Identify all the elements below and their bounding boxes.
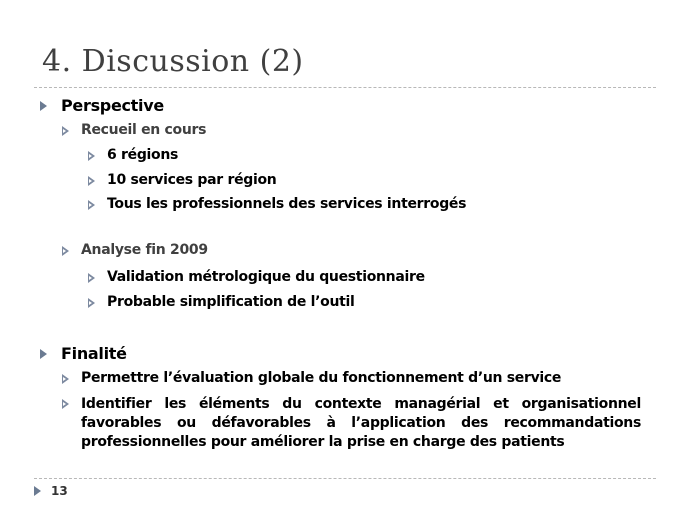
triangle-bullet-icon	[40, 101, 47, 111]
triangle-bullet-icon	[62, 374, 69, 384]
list-item-text: Validation métrologique du questionnaire	[107, 269, 425, 285]
list-item	[88, 294, 355, 310]
triangle-bullet-icon	[88, 176, 95, 186]
slide-title: 4. Discussion (2)	[42, 44, 304, 79]
list-item	[88, 172, 276, 188]
triangle-bullet-icon	[88, 200, 95, 210]
list-item	[88, 147, 178, 163]
triangle-bullet-icon	[88, 298, 95, 308]
page-number-text: 13	[51, 484, 68, 498]
list-item	[88, 269, 425, 285]
footer-divider	[34, 478, 656, 479]
triangle-bullet-icon	[88, 151, 95, 161]
triangle-bullet-icon	[62, 399, 69, 409]
group-label: Recueil en cours	[81, 122, 207, 138]
triangle-bullet-icon	[62, 126, 69, 136]
section-perspective	[40, 96, 164, 115]
section-finalite	[40, 344, 127, 363]
list-item	[88, 196, 466, 212]
group-analyse	[62, 242, 208, 258]
triangle-bullet-icon	[88, 273, 95, 283]
list-item-text: Identifier les éléments du contexte managérial et organisationnel favorables ou défavorables à l’application des recommandations professionnelles pour améliorer la prise en charge des patients	[81, 396, 641, 450]
group-label: Analyse fin 2009	[81, 242, 208, 258]
title-divider	[34, 87, 656, 88]
list-item-text: Tous les professionnels des services interrogés	[107, 196, 467, 212]
list-item-text: 6 régions	[107, 147, 179, 163]
list-item-text: 10 services par région	[107, 172, 277, 188]
list-item	[62, 370, 561, 386]
triangle-bullet-icon	[62, 246, 69, 256]
section-heading: Perspective	[61, 96, 164, 115]
triangle-bullet-icon	[34, 486, 41, 496]
group-recueil	[62, 122, 206, 138]
list-item	[62, 395, 641, 452]
list-item-text: Probable simplification de l’outil	[107, 294, 355, 310]
list-item-text: Permettre l’évaluation globale du fonctionnement d’un service	[81, 370, 562, 386]
page-number	[34, 484, 68, 498]
section-heading: Finalité	[61, 344, 127, 363]
triangle-bullet-icon	[40, 349, 47, 359]
